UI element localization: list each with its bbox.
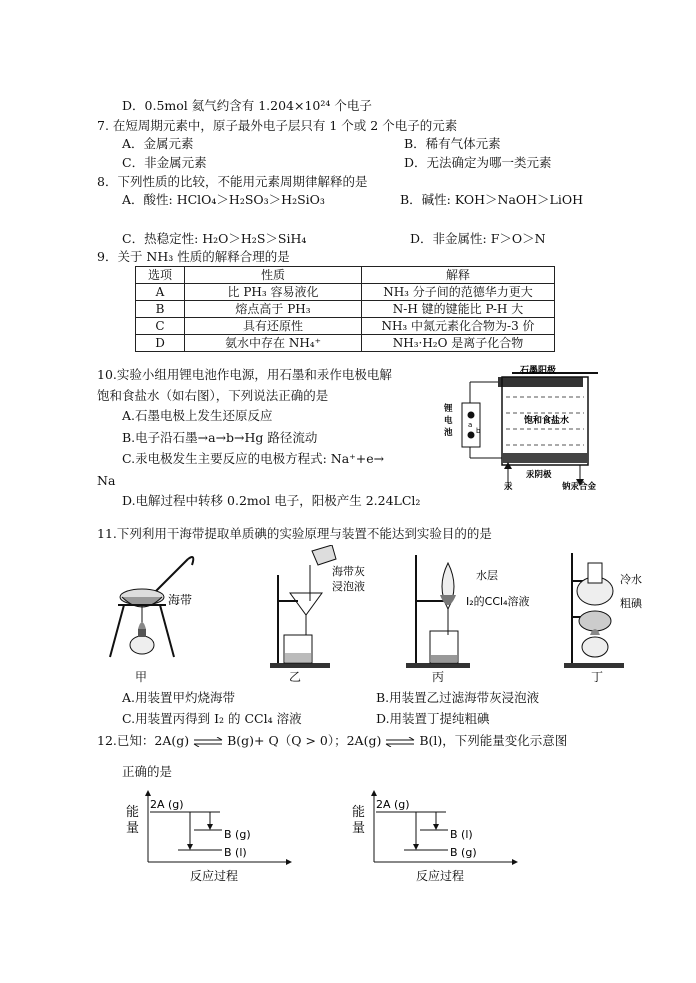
q10-stem-line2: 饱和食盐水（如右图），下列说法正确的是 bbox=[97, 388, 329, 403]
q12-stem-part-c: B(l)，下列能量变化示意图 bbox=[419, 733, 568, 748]
header-cell: 解释 bbox=[362, 267, 555, 284]
x-label: 反应过程 bbox=[190, 869, 239, 883]
q10-option-b: B.电子沿石墨→a→b→Hg 路径流动 bbox=[122, 430, 318, 445]
label-battery-3: 池 bbox=[444, 428, 453, 438]
label-apparatus-yi: 乙 bbox=[289, 670, 302, 684]
q12-stem-line2: 正确的是 bbox=[122, 764, 173, 779]
q6-option-d: D．0.5mol 氦气约含有 1.204×10²⁴ 个电子 bbox=[122, 98, 372, 113]
table-cell: N-H 键的键能比 P-H 大 bbox=[362, 301, 555, 318]
y-label-1: 能 bbox=[126, 805, 140, 820]
label-anode: 石墨阳极 bbox=[520, 366, 557, 376]
graphite-anode-plate bbox=[498, 377, 583, 387]
q7-option-a: A．金属元素 bbox=[122, 136, 194, 151]
q11-option-b: B.用装置乙过滤海带灰浸泡液 bbox=[376, 690, 540, 705]
table-cell: NH₃ 分子间的范德华力更大 bbox=[362, 284, 555, 301]
iodine-apparatus-figure bbox=[100, 545, 660, 685]
table-row bbox=[136, 335, 555, 352]
q7-option-d: D．无法确定为哪一类元素 bbox=[404, 155, 552, 170]
q8-option-b: B．碱性: KOH＞NaOH＞LiOH bbox=[400, 192, 584, 207]
q7-option-b: B．稀有气体元素 bbox=[404, 136, 501, 151]
table-cell: C bbox=[136, 318, 185, 335]
table-cell: NH₃ 中氮元素化合物为-3 价 bbox=[362, 318, 555, 335]
q8-option-c: C．热稳定性: H₂O＞H₂S＞SiH₄ bbox=[122, 231, 307, 246]
q10-stem-line1: 10.实验小组用锂电池作电源，用石墨和汞作电极电解 bbox=[97, 367, 392, 382]
table-header-row bbox=[136, 267, 555, 284]
label-a: a bbox=[468, 421, 473, 429]
label-ash-1: 海带灰 bbox=[332, 565, 365, 578]
table-cell: 具有还原性 bbox=[185, 318, 362, 335]
table-cell: 熔点高于 PH₃ bbox=[185, 301, 362, 318]
q10-option-c-cont: Na bbox=[97, 473, 116, 488]
label-water-layer: 水层 bbox=[476, 569, 498, 582]
energy-diagram-1 bbox=[124, 790, 294, 886]
table-cell: D bbox=[136, 335, 185, 352]
apparatus-bing bbox=[406, 555, 470, 668]
apparatus-ding bbox=[564, 553, 624, 668]
q12-stem bbox=[97, 733, 567, 749]
header-cell: 选项 bbox=[136, 267, 185, 284]
q7-option-c: C．非金属元素 bbox=[122, 155, 207, 170]
level-low: B (l) bbox=[224, 846, 247, 859]
level-mid: B (l) bbox=[450, 828, 473, 841]
label-mercury: 汞 bbox=[504, 482, 513, 490]
header-cell: 性质 bbox=[185, 267, 362, 284]
electrolysis-figure bbox=[440, 365, 608, 490]
label-seaweed: 海带 bbox=[168, 593, 193, 607]
q11-option-d: D.用装置丁提纯粗碘 bbox=[376, 711, 490, 726]
y-label-1: 能 bbox=[352, 805, 366, 820]
label-cathode: 汞阴极 bbox=[526, 470, 552, 480]
label-cold-water: 冷水 bbox=[620, 573, 642, 586]
label-apparatus-bing: 丙 bbox=[432, 670, 445, 684]
q11-option-a: A.用装置甲灼烧海带 bbox=[122, 690, 236, 705]
equilibrium-arrow-icon bbox=[193, 737, 223, 747]
table-row bbox=[136, 318, 555, 335]
table-row bbox=[136, 301, 555, 318]
q10-option-a: A.石墨电极上发生还原反应 bbox=[122, 408, 273, 423]
label-ash-2: 浸泡液 bbox=[332, 580, 365, 593]
q8-option-a: A．酸性: HClO₄＞H₂SO₃＞H₂SiO₃ bbox=[122, 192, 325, 207]
q11-stem: 11.下列利用干海带提取单质碘的实验原理与装置不能达到实验目的的是 bbox=[97, 526, 492, 541]
mercury-cathode-layer bbox=[502, 453, 588, 463]
q12-stem-part-b: B(g)+ Q（Q > 0）；2A(g) bbox=[227, 733, 382, 748]
label-solution: 饱和食盐水 bbox=[524, 416, 570, 426]
q11-option-c: C.用装置丙得到 I₂ 的 CCl₄ 溶液 bbox=[122, 711, 302, 726]
y-label-2: 量 bbox=[126, 821, 140, 836]
equilibrium-arrow-icon bbox=[385, 737, 415, 747]
table-cell: A bbox=[136, 284, 185, 301]
y-label-2: 量 bbox=[352, 821, 366, 836]
q7-stem: 7. 在短周期元素中，原子最外电子层只有 1 个或 2 个电子的元素 bbox=[97, 118, 458, 133]
q9-stem: 9．关于 NH₃ 性质的解释合理的是 bbox=[97, 249, 290, 264]
apparatus-yi bbox=[270, 545, 336, 668]
x-label: 反应过程 bbox=[416, 869, 465, 883]
q10-option-d: D.电解过程中转移 0.2mol 电子，阳极产生 2.24LCl₂ bbox=[122, 493, 421, 508]
q8-stem: 8．下列性质的比较，不能用元素周期律解释的是 bbox=[97, 174, 368, 189]
q9-table bbox=[135, 266, 555, 352]
label-battery-2: 电 bbox=[444, 416, 453, 426]
label-alloy: 钠汞合金 bbox=[562, 482, 597, 490]
label-b: b bbox=[476, 427, 481, 435]
label-apparatus-jia: 甲 bbox=[135, 670, 148, 684]
level-top: 2A (g) bbox=[150, 798, 184, 811]
apparatus-jia bbox=[110, 557, 193, 657]
q12-stem-part-a: 12.已知：2A(g) bbox=[97, 733, 190, 748]
label-i2-ccl4: I₂的CCl₄溶液 bbox=[466, 595, 530, 608]
q8-option-d: D．非金属性: F＞O＞N bbox=[410, 231, 546, 246]
table-cell: 氨水中存在 NH₄⁺ bbox=[185, 335, 362, 352]
label-crude-iodine: 粗碘 bbox=[620, 597, 642, 610]
q10-option-c: C.汞电极发生主要反应的电极方程式: Na⁺+e→ bbox=[122, 451, 385, 466]
table-cell: NH₃·H₂O 是离子化合物 bbox=[362, 335, 555, 352]
table-cell: B bbox=[136, 301, 185, 318]
label-apparatus-ding: 丁 bbox=[591, 670, 604, 684]
energy-diagram-2 bbox=[350, 790, 520, 886]
label-battery-1: 锂 bbox=[444, 404, 453, 414]
level-top: 2A (g) bbox=[376, 798, 410, 811]
level-low: B (g) bbox=[450, 846, 477, 859]
table-row bbox=[136, 284, 555, 301]
level-mid: B (g) bbox=[224, 828, 251, 841]
table-cell: 比 PH₃ 容易液化 bbox=[185, 284, 362, 301]
